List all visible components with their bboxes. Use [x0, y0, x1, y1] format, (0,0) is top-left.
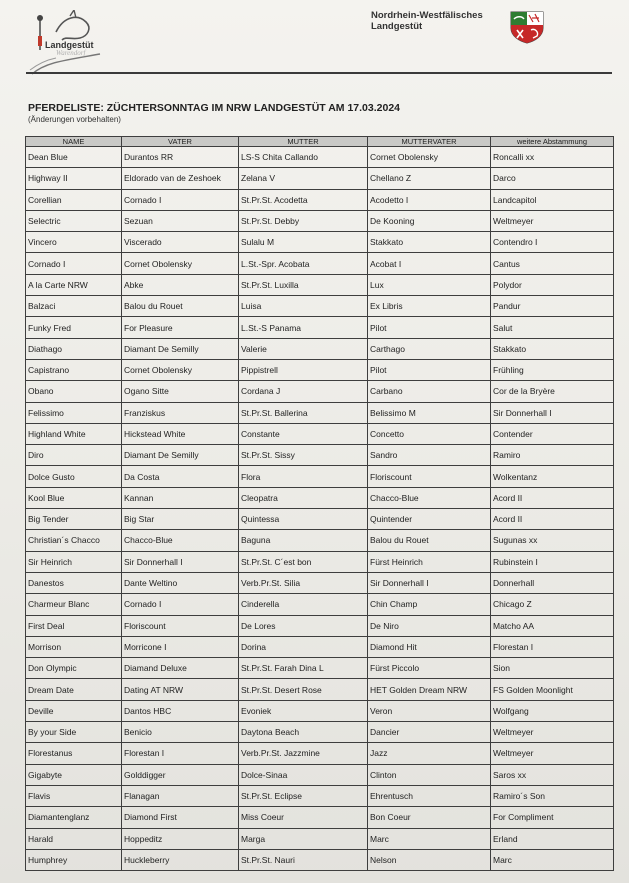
table-row — [26, 338, 614, 359]
cell-weitere-abstammung: Wolkentanz — [491, 466, 614, 487]
table-row — [26, 828, 614, 849]
organization-name — [371, 10, 501, 32]
cell-vater: Eldorado van de Zeshoek — [122, 168, 239, 189]
cell-mutter: Verb.Pr.St. Jazzmine — [239, 743, 368, 764]
cell-mutter: Daytona Beach — [239, 722, 368, 743]
cell-vater: Ogano Sitte — [122, 381, 239, 402]
cell-muttervater: Carthago — [368, 338, 491, 359]
cell-name: Capistrano — [26, 359, 122, 380]
table-row — [26, 743, 614, 764]
cell-weitere-abstammung: Matcho AA — [491, 615, 614, 636]
cell-vater: Floriscount — [122, 615, 239, 636]
cell-weitere-abstammung: Landcapitol — [491, 189, 614, 210]
cell-name: Don Olympic — [26, 658, 122, 679]
table-row — [26, 807, 614, 828]
table-row — [26, 530, 614, 551]
cell-name: By your Side — [26, 722, 122, 743]
cell-mutter: Zelana V — [239, 168, 368, 189]
table-row — [26, 274, 614, 295]
cell-vater: Dante Weltino — [122, 572, 239, 593]
header-divider — [26, 72, 612, 74]
cell-vater: Diamant De Semilly — [122, 338, 239, 359]
cell-vater: Abke — [122, 274, 239, 295]
cell-muttervater: Lux — [368, 274, 491, 295]
cell-weitere-abstammung: Rubinstein I — [491, 551, 614, 572]
cell-name: Diamantenglanz — [26, 807, 122, 828]
cell-muttervater: Acobat I — [368, 253, 491, 274]
cell-weitere-abstammung: Cantus — [491, 253, 614, 274]
cell-weitere-abstammung: Roncalli xx — [491, 147, 614, 168]
cell-muttervater: Stakkato — [368, 232, 491, 253]
cell-muttervater: Cornet Obolensky — [368, 147, 491, 168]
column-header-mutter: MUTTER — [239, 137, 368, 147]
cell-name: Sir Heinrich — [26, 551, 122, 572]
cell-muttervater: Dancier — [368, 722, 491, 743]
cell-weitere-abstammung: Sion — [491, 658, 614, 679]
cell-name: Highway II — [26, 168, 122, 189]
column-header-muttervater: MUTTERVATER — [368, 137, 491, 147]
cell-mutter: Sulalu M — [239, 232, 368, 253]
cell-muttervater: Fürst Heinrich — [368, 551, 491, 572]
column-header-name: NAME — [26, 137, 122, 147]
cell-mutter: L.St.-Spr. Acobata — [239, 253, 368, 274]
cell-weitere-abstammung: Sugunas xx — [491, 530, 614, 551]
cell-muttervater: Diamond Hit — [368, 636, 491, 657]
cell-mutter: Cordana J — [239, 381, 368, 402]
cell-muttervater: Sandro — [368, 445, 491, 466]
logo-subtext: Warendorf — [56, 49, 86, 57]
cell-name: Felissimo — [26, 402, 122, 423]
table-row — [26, 466, 614, 487]
cell-muttervater: Balou du Rouet — [368, 530, 491, 551]
cell-vater: Sezuan — [122, 210, 239, 231]
table-row — [26, 849, 614, 870]
cell-mutter: LS-S Chita Callando — [239, 147, 368, 168]
cell-weitere-abstammung: Frühling — [491, 359, 614, 380]
cell-name: Funky Fred — [26, 317, 122, 338]
cell-vater: Diamand Deluxe — [122, 658, 239, 679]
cell-muttervater: Ex Libris — [368, 296, 491, 317]
cell-mutter: St.Pr.St. C´est bon — [239, 551, 368, 572]
cell-weitere-abstammung: Weltmeyer — [491, 210, 614, 231]
table-row — [26, 423, 614, 444]
table-row — [26, 210, 614, 231]
cell-muttervater: Chin Champ — [368, 594, 491, 615]
cell-muttervater: Marc — [368, 828, 491, 849]
cell-vater: Cornado I — [122, 594, 239, 615]
cell-vater: Diamant De Semilly — [122, 445, 239, 466]
cell-name: Selectric — [26, 210, 122, 231]
cell-muttervater: Floriscount — [368, 466, 491, 487]
cell-name: Humphrey — [26, 849, 122, 870]
table-row — [26, 636, 614, 657]
cell-name: Kool Blue — [26, 487, 122, 508]
cell-mutter: Dorina — [239, 636, 368, 657]
table-row — [26, 147, 614, 168]
cell-mutter: De Lores — [239, 615, 368, 636]
cell-name: Dolce Gusto — [26, 466, 122, 487]
cell-muttervater: Pilot — [368, 359, 491, 380]
cell-muttervater: Veron — [368, 700, 491, 721]
cell-weitere-abstammung: Stakkato — [491, 338, 614, 359]
table-row — [26, 572, 614, 593]
cell-mutter: St.Pr.St. Luxilla — [239, 274, 368, 295]
cell-muttervater: Pilot — [368, 317, 491, 338]
cell-mutter: Cleopatra — [239, 487, 368, 508]
cell-name: Florestanus — [26, 743, 122, 764]
cell-name: Flavis — [26, 785, 122, 806]
cell-vater: Hickstead White — [122, 423, 239, 444]
table-row — [26, 700, 614, 721]
table-row — [26, 594, 614, 615]
cell-mutter: Evoniek — [239, 700, 368, 721]
cell-muttervater: Chacco-Blue — [368, 487, 491, 508]
table-row — [26, 509, 614, 530]
table-row — [26, 359, 614, 380]
cell-name: Harald — [26, 828, 122, 849]
nrw-crest-icon — [509, 10, 545, 44]
cell-vater: Hoppeditz — [122, 828, 239, 849]
cell-muttervater: De Kooning — [368, 210, 491, 231]
cell-mutter: Flora — [239, 466, 368, 487]
cell-name: Morrison — [26, 636, 122, 657]
cell-muttervater: Bon Coeur — [368, 807, 491, 828]
cell-name: Deville — [26, 700, 122, 721]
table-row — [26, 296, 614, 317]
document-title: PFERDELISTE: ZÜCHTERSONNTAG IM NRW LANDGESTÜT AM 17.03.2024 — [28, 102, 401, 114]
cell-muttervater: Belissimo M — [368, 402, 491, 423]
table-row — [26, 402, 614, 423]
document-note: (Änderungen vorbehalten) — [28, 115, 121, 124]
cell-weitere-abstammung: Weltmeyer — [491, 743, 614, 764]
cell-vater: Cornet Obolensky — [122, 253, 239, 274]
cell-weitere-abstammung: Chicago Z — [491, 594, 614, 615]
cell-weitere-abstammung: Weltmeyer — [491, 722, 614, 743]
cell-weitere-abstammung: Sir Donnerhall I — [491, 402, 614, 423]
cell-vater: Cornado I — [122, 189, 239, 210]
table-row — [26, 317, 614, 338]
cell-weitere-abstammung: Donnerhall — [491, 572, 614, 593]
cell-name: Corellian — [26, 189, 122, 210]
cell-name: A la Carte NRW — [26, 274, 122, 295]
cell-vater: Durantos RR — [122, 147, 239, 168]
cell-mutter: Valerie — [239, 338, 368, 359]
cell-mutter: Verb.Pr.St. Silia — [239, 572, 368, 593]
cell-name: Highland White — [26, 423, 122, 444]
cell-weitere-abstammung: Acord II — [491, 487, 614, 508]
cell-mutter: Marga — [239, 828, 368, 849]
cell-muttervater: De Niro — [368, 615, 491, 636]
cell-name: Gigabyte — [26, 764, 122, 785]
logo-text: Landgestüt — [45, 40, 94, 50]
cell-weitere-abstammung: Ramiro´s Son — [491, 785, 614, 806]
cell-mutter: Luisa — [239, 296, 368, 317]
table-row — [26, 168, 614, 189]
cell-mutter: Dolce-Sinaa — [239, 764, 368, 785]
table-body — [26, 147, 614, 871]
cell-weitere-abstammung: Florestan I — [491, 636, 614, 657]
cell-muttervater: Jazz — [368, 743, 491, 764]
cell-weitere-abstammung: FS Golden Moonlight — [491, 679, 614, 700]
cell-name: Diathago — [26, 338, 122, 359]
horse-list-table — [25, 136, 614, 871]
cell-muttervater: Concetto — [368, 423, 491, 444]
cell-name: Dream Date — [26, 679, 122, 700]
cell-muttervater: Clinton — [368, 764, 491, 785]
table-row — [26, 551, 614, 572]
cell-mutter: St.Pr.St. Desert Rose — [239, 679, 368, 700]
cell-weitere-abstammung: Wolfgang — [491, 700, 614, 721]
cell-muttervater: Sir Donnerhall I — [368, 572, 491, 593]
cell-weitere-abstammung: Cor de la Bryère — [491, 381, 614, 402]
cell-mutter: Constante — [239, 423, 368, 444]
cell-vater: Morricone I — [122, 636, 239, 657]
cell-mutter: Pippistrell — [239, 359, 368, 380]
cell-vater: Cornet Obolensky — [122, 359, 239, 380]
column-header-weitere-abstammung: weitere Abstammung — [491, 137, 614, 147]
cell-weitere-abstammung: Saros xx — [491, 764, 614, 785]
org-line-1: Nordrhein-Westfälisches — [371, 10, 483, 21]
cell-weitere-abstammung: Erland — [491, 828, 614, 849]
cell-weitere-abstammung: Marc — [491, 849, 614, 870]
cell-vater: Dating AT NRW — [122, 679, 239, 700]
table-row — [26, 658, 614, 679]
cell-vater: Balou du Rouet — [122, 296, 239, 317]
cell-weitere-abstammung: Contender — [491, 423, 614, 444]
table-row — [26, 722, 614, 743]
cell-mutter: St.Pr.St. Debby — [239, 210, 368, 231]
column-header-vater: VATER — [122, 137, 239, 147]
cell-weitere-abstammung: Polydor — [491, 274, 614, 295]
table-row — [26, 615, 614, 636]
cell-vater: Viscerado — [122, 232, 239, 253]
cell-weitere-abstammung: Pandur — [491, 296, 614, 317]
table-row — [26, 253, 614, 274]
cell-mutter: St.Pr.St. Nauri — [239, 849, 368, 870]
cell-vater: Franziskus — [122, 402, 239, 423]
cell-vater: Benicio — [122, 722, 239, 743]
cell-name: Obano — [26, 381, 122, 402]
cell-vater: Florestan I — [122, 743, 239, 764]
cell-vater: Big Star — [122, 509, 239, 530]
table-row — [26, 445, 614, 466]
cell-mutter: St.Pr.St. Eclipse — [239, 785, 368, 806]
cell-name: Diro — [26, 445, 122, 466]
cell-mutter: St.Pr.St. Acodetta — [239, 189, 368, 210]
cell-name: Charmeur Blanc — [26, 594, 122, 615]
cell-name: Cornado I — [26, 253, 122, 274]
cell-vater: Dantos HBC — [122, 700, 239, 721]
table-row — [26, 764, 614, 785]
cell-vater: For Pleasure — [122, 317, 239, 338]
cell-name: Danestos — [26, 572, 122, 593]
table-row — [26, 679, 614, 700]
cell-weitere-abstammung: Darco — [491, 168, 614, 189]
cell-name: Vincero — [26, 232, 122, 253]
cell-weitere-abstammung: Contendro I — [491, 232, 614, 253]
table-row — [26, 785, 614, 806]
cell-vater: Chacco-Blue — [122, 530, 239, 551]
cell-name: Christian´s Chacco — [26, 530, 122, 551]
cell-weitere-abstammung: Ramiro — [491, 445, 614, 466]
cell-vater: Da Costa — [122, 466, 239, 487]
cell-weitere-abstammung: Acord II — [491, 509, 614, 530]
cell-muttervater: Carbano — [368, 381, 491, 402]
cell-muttervater: Fürst Piccolo — [368, 658, 491, 679]
cell-muttervater: Quintender — [368, 509, 491, 530]
cell-weitere-abstammung: Salut — [491, 317, 614, 338]
cell-vater: Sir Donnerhall I — [122, 551, 239, 572]
cell-mutter: Miss Coeur — [239, 807, 368, 828]
table-row — [26, 487, 614, 508]
cell-mutter: Quintessa — [239, 509, 368, 530]
table-row — [26, 381, 614, 402]
table-row — [26, 189, 614, 210]
table-header-row — [26, 137, 614, 147]
cell-name: Big Tender — [26, 509, 122, 530]
cell-mutter: Cinderella — [239, 594, 368, 615]
cell-vater: Diamond First — [122, 807, 239, 828]
cell-mutter: L.St.-S Panama — [239, 317, 368, 338]
cell-vater: Flanagan — [122, 785, 239, 806]
cell-mutter: St.Pr.St. Sissy — [239, 445, 368, 466]
cell-muttervater: Ehrentusch — [368, 785, 491, 806]
cell-name: First Deal — [26, 615, 122, 636]
cell-muttervater: Nelson — [368, 849, 491, 870]
cell-muttervater: Chellano Z — [368, 168, 491, 189]
cell-muttervater: Acodetto I — [368, 189, 491, 210]
org-line-2: Landgestüt — [371, 21, 423, 32]
cell-name: Balzaci — [26, 296, 122, 317]
cell-muttervater: HET Golden Dream NRW — [368, 679, 491, 700]
table-row — [26, 232, 614, 253]
cell-vater: Kannan — [122, 487, 239, 508]
cell-weitere-abstammung: For Compliment — [491, 807, 614, 828]
cell-name: Dean Blue — [26, 147, 122, 168]
cell-mutter: St.Pr.St. Ballerina — [239, 402, 368, 423]
cell-mutter: Baguna — [239, 530, 368, 551]
cell-vater: Huckleberry — [122, 849, 239, 870]
cell-mutter: St.Pr.St. Farah Dina L — [239, 658, 368, 679]
cell-vater: Golddigger — [122, 764, 239, 785]
